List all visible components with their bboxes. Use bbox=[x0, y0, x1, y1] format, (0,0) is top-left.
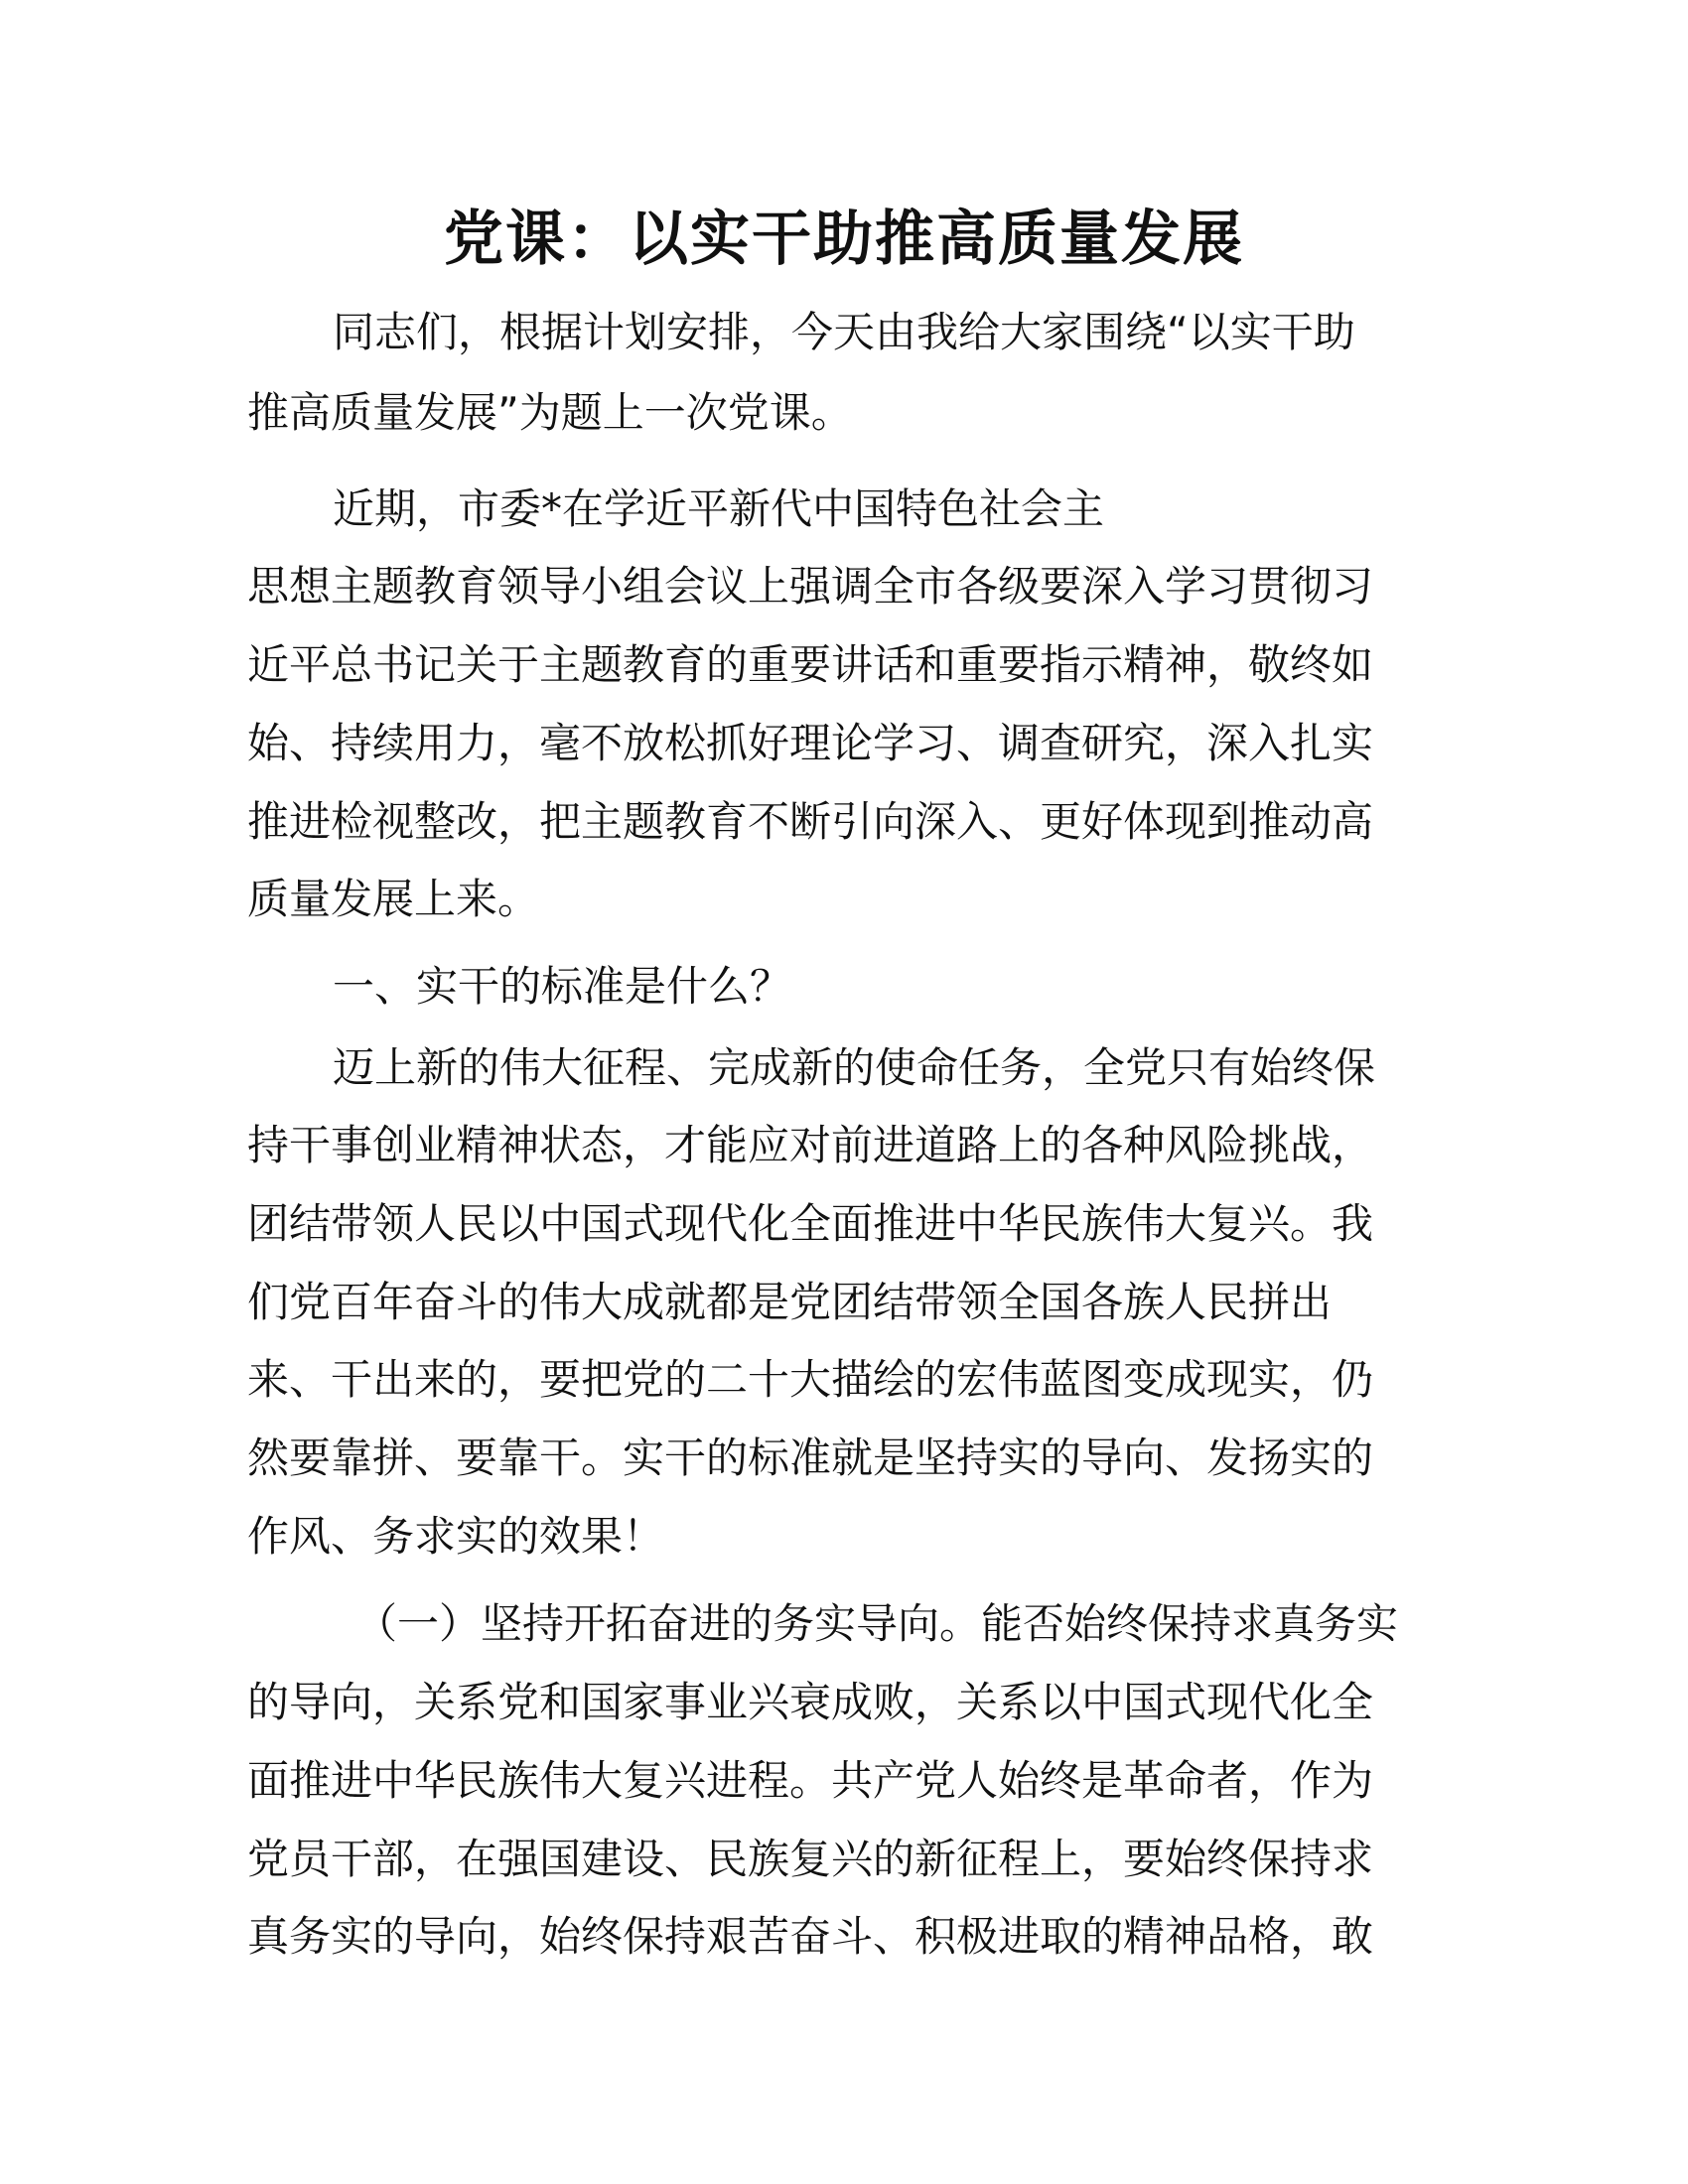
paragraph-line: 推高质量发展”为题上一次党课。 bbox=[247, 388, 853, 437]
paragraph-line: 团结带领人民以中国式现代化全面推进中华民族伟大复兴。我 bbox=[247, 1199, 1374, 1248]
paragraph-line: 迈上新的伟大征程、完成新的使命任务，全党只有始终保 bbox=[333, 1043, 1376, 1092]
paragraph-line: 推进检视整改，把主题教育不断引向深入、更好体现到推动高 bbox=[247, 797, 1374, 846]
paragraph-line: 们党百年奋斗的伟大成就都是党团结带领全国各族人民拼出 bbox=[247, 1278, 1333, 1326]
paragraph-line: 始、持续用力，毫不放松抓好理论学习、调查研究，深入扎实 bbox=[247, 719, 1374, 767]
paragraph-line: 的导向，关系党和国家事业兴衰成败，关系以中国式现代化全 bbox=[247, 1678, 1374, 1726]
section-heading: 一、实干的标准是什么？ bbox=[333, 962, 792, 1011]
paragraph-line: 思想主题教育领导小组会议上强调全市各级要深入学习贯彻习 bbox=[247, 562, 1374, 611]
paragraph-line: （一）坚持开拓奋进的务实导向。能否始终保持求真务实 bbox=[355, 1599, 1399, 1648]
paragraph-line: 持干事创业精神状态，才能应对前进道路上的各种风险挑战， bbox=[247, 1121, 1374, 1169]
paragraph-line: 面推进中华民族伟大复兴进程。共产党人始终是革命者，作为 bbox=[247, 1756, 1374, 1805]
paragraph-line: 近平总书记关于主题教育的重要讲话和重要指示精神，敬终如 bbox=[247, 640, 1374, 689]
paragraph-line: 近期，市委*在学近平新代中国特色社会主 bbox=[333, 484, 1105, 533]
paragraph-line: 质量发展上来。 bbox=[247, 875, 540, 923]
paragraph-line: 作风、务求实的效果！ bbox=[247, 1512, 665, 1561]
document-title: 党课：以实干助推高质量发展 bbox=[444, 205, 1244, 274]
paragraph-line: 来、干出来的，要把党的二十大描绘的宏伟蓝图变成现实，仍 bbox=[247, 1355, 1374, 1404]
paragraph-line: 党员干部，在强国建设、民族复兴的新征程上，要始终保持求 bbox=[247, 1835, 1374, 1883]
paragraph-line: 真务实的导向，始终保持艰苦奋斗、积极进取的精神品格，敢 bbox=[247, 1912, 1374, 1961]
paragraph-line: 然要靠拼、要靠干。实干的标准就是坚持实的导向、发扬实的 bbox=[247, 1433, 1374, 1482]
paragraph-line: 同志们，根据计划安排，今天由我给大家围绕“以实干助 bbox=[333, 308, 1355, 356]
